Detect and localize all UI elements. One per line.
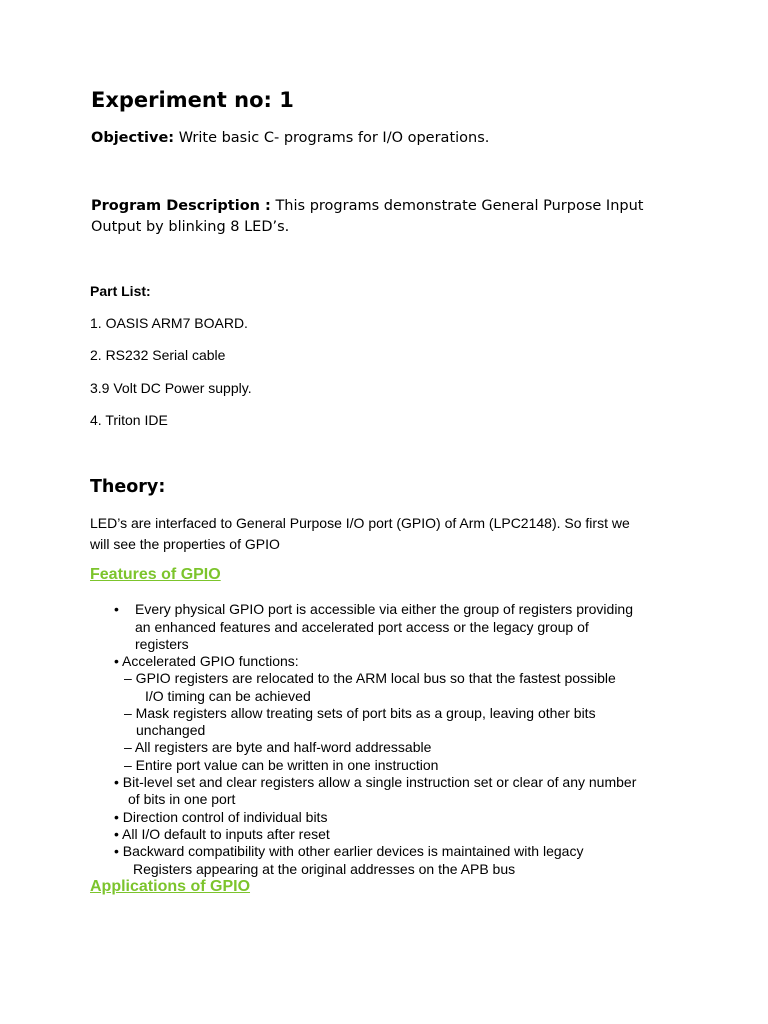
- feature-line: • Backward compatibility with other earlier devices is maintained with legacy: [114, 843, 584, 859]
- theory-paragraph: [90, 513, 630, 555]
- feature-line: • Accelerated GPIO functions:: [114, 653, 299, 669]
- feature-line: – GPIO registers are relocated to the ARM local bus so that the fastest possible: [124, 670, 616, 686]
- features-heading: Features of GPIO: [90, 566, 221, 583]
- feature-line: • All I/O default to inputs after reset: [114, 826, 330, 842]
- feature-line: of bits in one port: [128, 791, 236, 807]
- feature-line: • Bit-level set and clear registers allow a single instruction set or clear of any number: [114, 774, 637, 790]
- feature-line: – Mask registers allow treating sets of port bits as a group, leaving other bits: [124, 705, 596, 721]
- part-list-heading: Part List:: [90, 283, 151, 299]
- part-list-item: 3.9 Volt DC Power supply.: [90, 380, 252, 396]
- objective-line: [91, 130, 489, 146]
- program-description: [91, 196, 643, 238]
- feature-line: unchanged: [136, 722, 206, 738]
- feature-line: an enhanced features and accelerated port access or the legacy group of: [135, 619, 589, 635]
- program-description-line: [91, 196, 643, 217]
- objective-label: Objective:: [91, 130, 175, 146]
- part-list-item: 2. RS232 Serial cable: [90, 347, 226, 363]
- applications-heading: Applications of GPIO: [90, 878, 251, 895]
- part-list-item: 4. Triton IDE: [90, 412, 168, 428]
- feature-line: registers: [135, 636, 189, 652]
- feature-line: Registers appearing at the original addresses on the APB bus: [133, 861, 516, 877]
- theory-heading: Theory:: [90, 477, 166, 497]
- feature-line: – Entire port value can be written in one instruction: [124, 757, 439, 773]
- theory-line: will see the properties of GPIO: [90, 536, 280, 552]
- objective-text: Write basic C- programs for I/O operations.: [174, 130, 490, 146]
- feature-line: – All registers are byte and half-word addressable: [124, 739, 432, 755]
- program-description-text: This programs demonstrate General Purpose Input: [270, 198, 644, 214]
- program-description-line: Output by blinking 8 LED’s.: [91, 219, 290, 235]
- feature-line: Every physical GPIO port is accessible via either the group of registers providing: [135, 601, 634, 617]
- theory-line: LED’s are interfaced to General Purpose I/O port (GPIO) of Arm (LPC2148). So first we: [90, 515, 630, 531]
- page-title: Experiment no: 1: [91, 88, 294, 112]
- feature-line: I/O timing can be achieved: [145, 688, 311, 704]
- program-description-label: Program Description :: [91, 198, 271, 214]
- part-list-item: 1. OASIS ARM7 BOARD.: [90, 315, 248, 331]
- feature-line: • Direction control of individual bits: [114, 809, 328, 825]
- bullet-icon: •: [114, 601, 119, 617]
